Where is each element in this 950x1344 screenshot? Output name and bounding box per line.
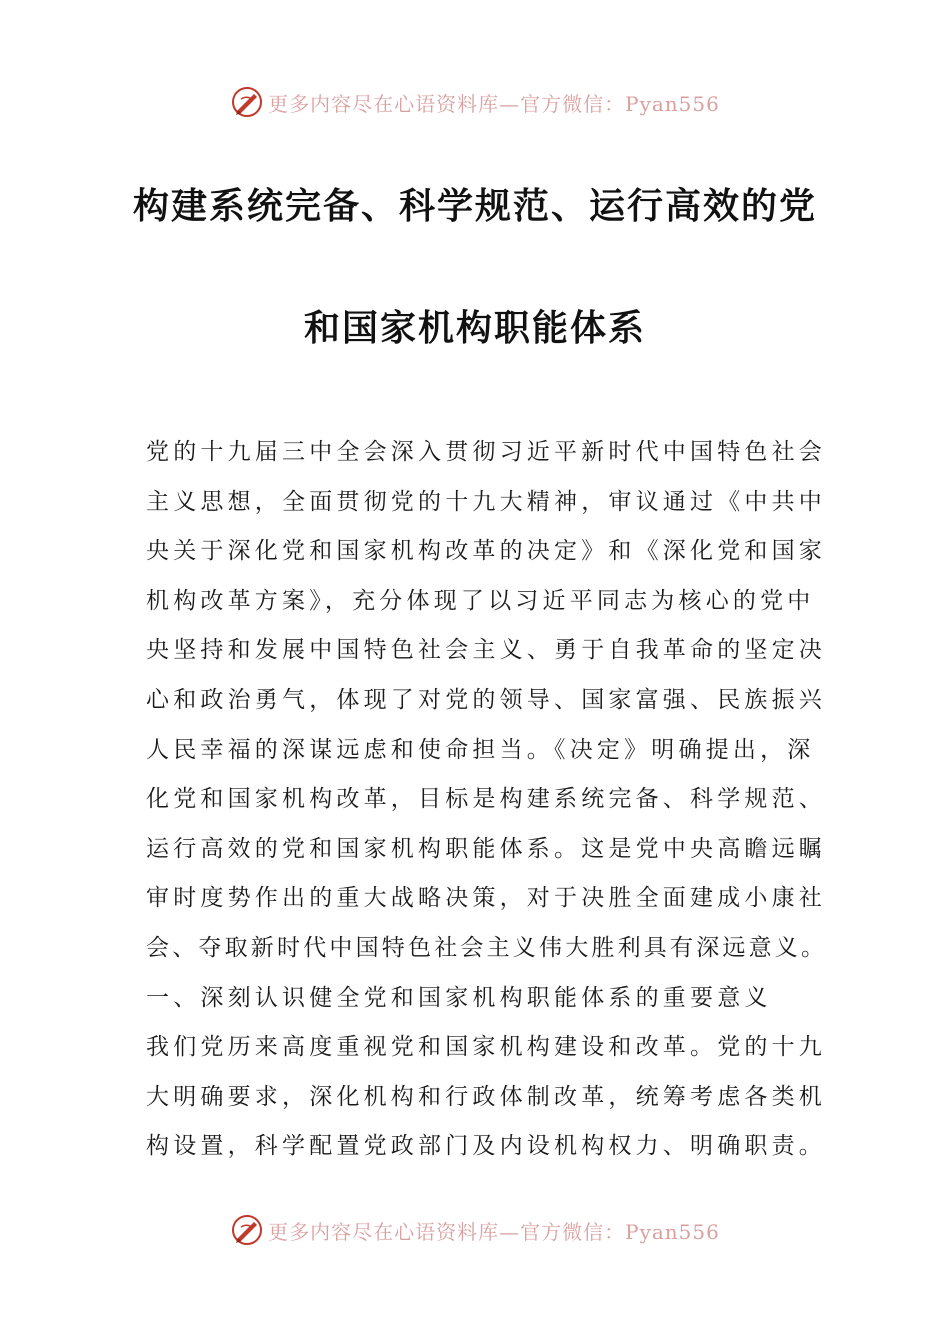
body-text	[146, 428, 828, 1172]
text-line: 主义思想，全面贯彻党的十九大精神，审议通过《中共中	[146, 488, 826, 515]
footer-banner	[0, 1208, 950, 1252]
text-line: 我们党历来高度重视党和国家机构建设和改革。党的十九	[146, 1034, 826, 1061]
text-line: 央坚持和发展中国特色社会主义、勇于自我革命的坚定决	[146, 637, 826, 664]
text-line: 大明确要求，深化机构和行政体制改革，统筹考虑各类机	[146, 1083, 826, 1110]
text-line: 审时度势作出的重大战略决策，对于决胜全面建成小康社	[146, 885, 826, 912]
text-line: 化党和国家机构改革，目标是构建系统完备、科学规范、	[146, 786, 826, 813]
section-heading: 一、深刻认识健全党和国家机构职能体系的重要意义	[146, 984, 772, 1011]
pen-logo-icon	[230, 1213, 264, 1247]
page-title-line-1: 构建系统完备、科学规范、运行高效的党	[132, 186, 817, 227]
pen-logo-icon	[230, 85, 264, 119]
text-line: 党的十九届三中全会深入贯彻习近平新时代中国特色社会	[146, 439, 826, 465]
text-line: 机构改革方案》，充分体现了以习近平同志为核心的党中	[146, 587, 815, 614]
header-banner	[0, 80, 950, 124]
text-line: 构设置，科学配置党政部门及内设机构权力、明确职责。	[146, 1133, 826, 1160]
banner-text: 更多内容尽在心语资料库—官方微信：Pyan556	[268, 1219, 720, 1244]
text-line: 央关于深化党和国家机构改革的决定》和《深化党和国家	[146, 538, 826, 565]
text-line: 运行高效的党和国家机构职能体系。这是党中央高瞻远瞩	[146, 835, 826, 862]
text-line: 会、夺取新时代中国特色社会主义伟大胜利具有深远意义。	[146, 934, 828, 961]
text-line: 心和政治勇气，体现了对党的领导、国家富强、民族振兴	[146, 686, 826, 713]
page-title-line-2: 和国家机构职能体系	[303, 308, 646, 349]
text-line: 人民幸福的深谋远虑和使命担当。《决定》明确提出，深	[146, 736, 815, 763]
banner-text: 更多内容尽在心语资料库—官方微信：Pyan556	[268, 91, 720, 116]
